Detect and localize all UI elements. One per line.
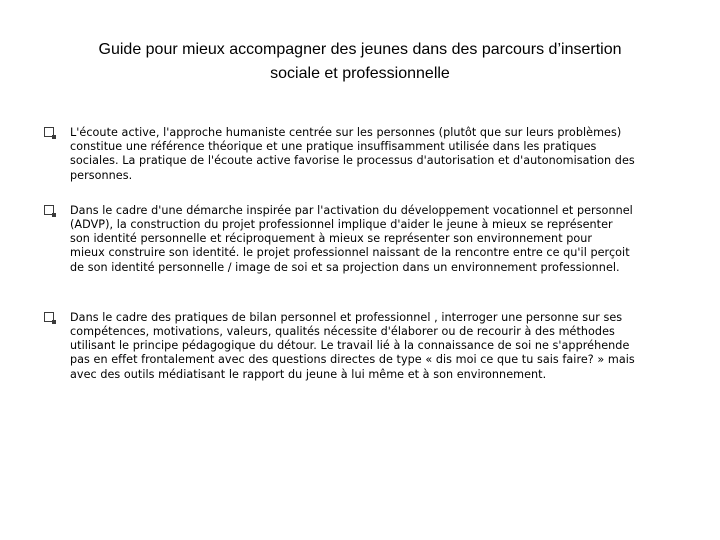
- slide-title: [40, 38, 680, 86]
- bullet-text-line: son identité personnelle et réciproquement à mieux se représenter son environnement pour: [70, 232, 593, 246]
- bullet-list: [44, 126, 684, 382]
- bullet-text-line: utilisant le principe pédagogique du détour. Le travail lié à la connaissance de soi ne s'appréhende: [70, 339, 630, 353]
- bullet-text-line: L'écoute active, l'approche humaniste centrée sur les personnes (plutôt que sur leurs problèmes): [70, 126, 622, 139]
- bullet-text-line: pas en effet frontalement avec des questions directes de type « dis moi ce que tu sais faire? » mais: [70, 353, 635, 367]
- bullet-text-line: compétences, motivations, valeurs, qualités nécessite d'élaborer ou de recourir à des méthodes: [70, 325, 615, 339]
- bullet-item-advp: [44, 204, 684, 275]
- hollow-square-bullet-icon: [44, 205, 54, 215]
- bullet-text-line: sociales. La pratique de l'écoute active favorise le processus d'autorisation et d'autonomisation des: [70, 154, 635, 168]
- bullet-text-line: Dans le cadre d'une démarche inspirée par l'activation du développement vocationnel et personnel: [70, 203, 633, 217]
- bullet-text-line: mieux construire son identité. le projet professionnel naissant de la rencontre entre ce qu'il perçoit: [70, 246, 630, 260]
- slide-title-line-1: Guide pour mieux accompagner des jeunes dans des parcours d’insertion: [98, 41, 622, 58]
- bullet-text-line: Dans le cadre des pratiques de bilan personnel et professionnel , interroger une personne sur ses: [70, 310, 623, 324]
- hollow-square-bullet-icon: [44, 312, 54, 322]
- slide-title-line-2: sociale et professionnelle: [270, 65, 450, 82]
- bullet-item-ecoute-active: [44, 126, 684, 183]
- bullet-text-line: (ADVP), la construction du projet professionnel implique d'aider le jeune à mieux se représenter: [70, 218, 613, 232]
- bullet-item-bilan: [44, 311, 684, 382]
- bullet-text-line: de son identité personnelle / image de soi et sa projection dans un environnement professionnel.: [70, 260, 620, 274]
- bullet-text-line: constitue une référence théorique et une pratique insuffisamment utilisée dans les pratiques: [70, 140, 597, 154]
- hollow-square-bullet-icon: [44, 127, 54, 137]
- bullet-text-line: avec des outils médiatisant le rapport du jeune à lui même et à son environnement.: [70, 367, 547, 381]
- bullet-text-line: personnes.: [70, 168, 133, 182]
